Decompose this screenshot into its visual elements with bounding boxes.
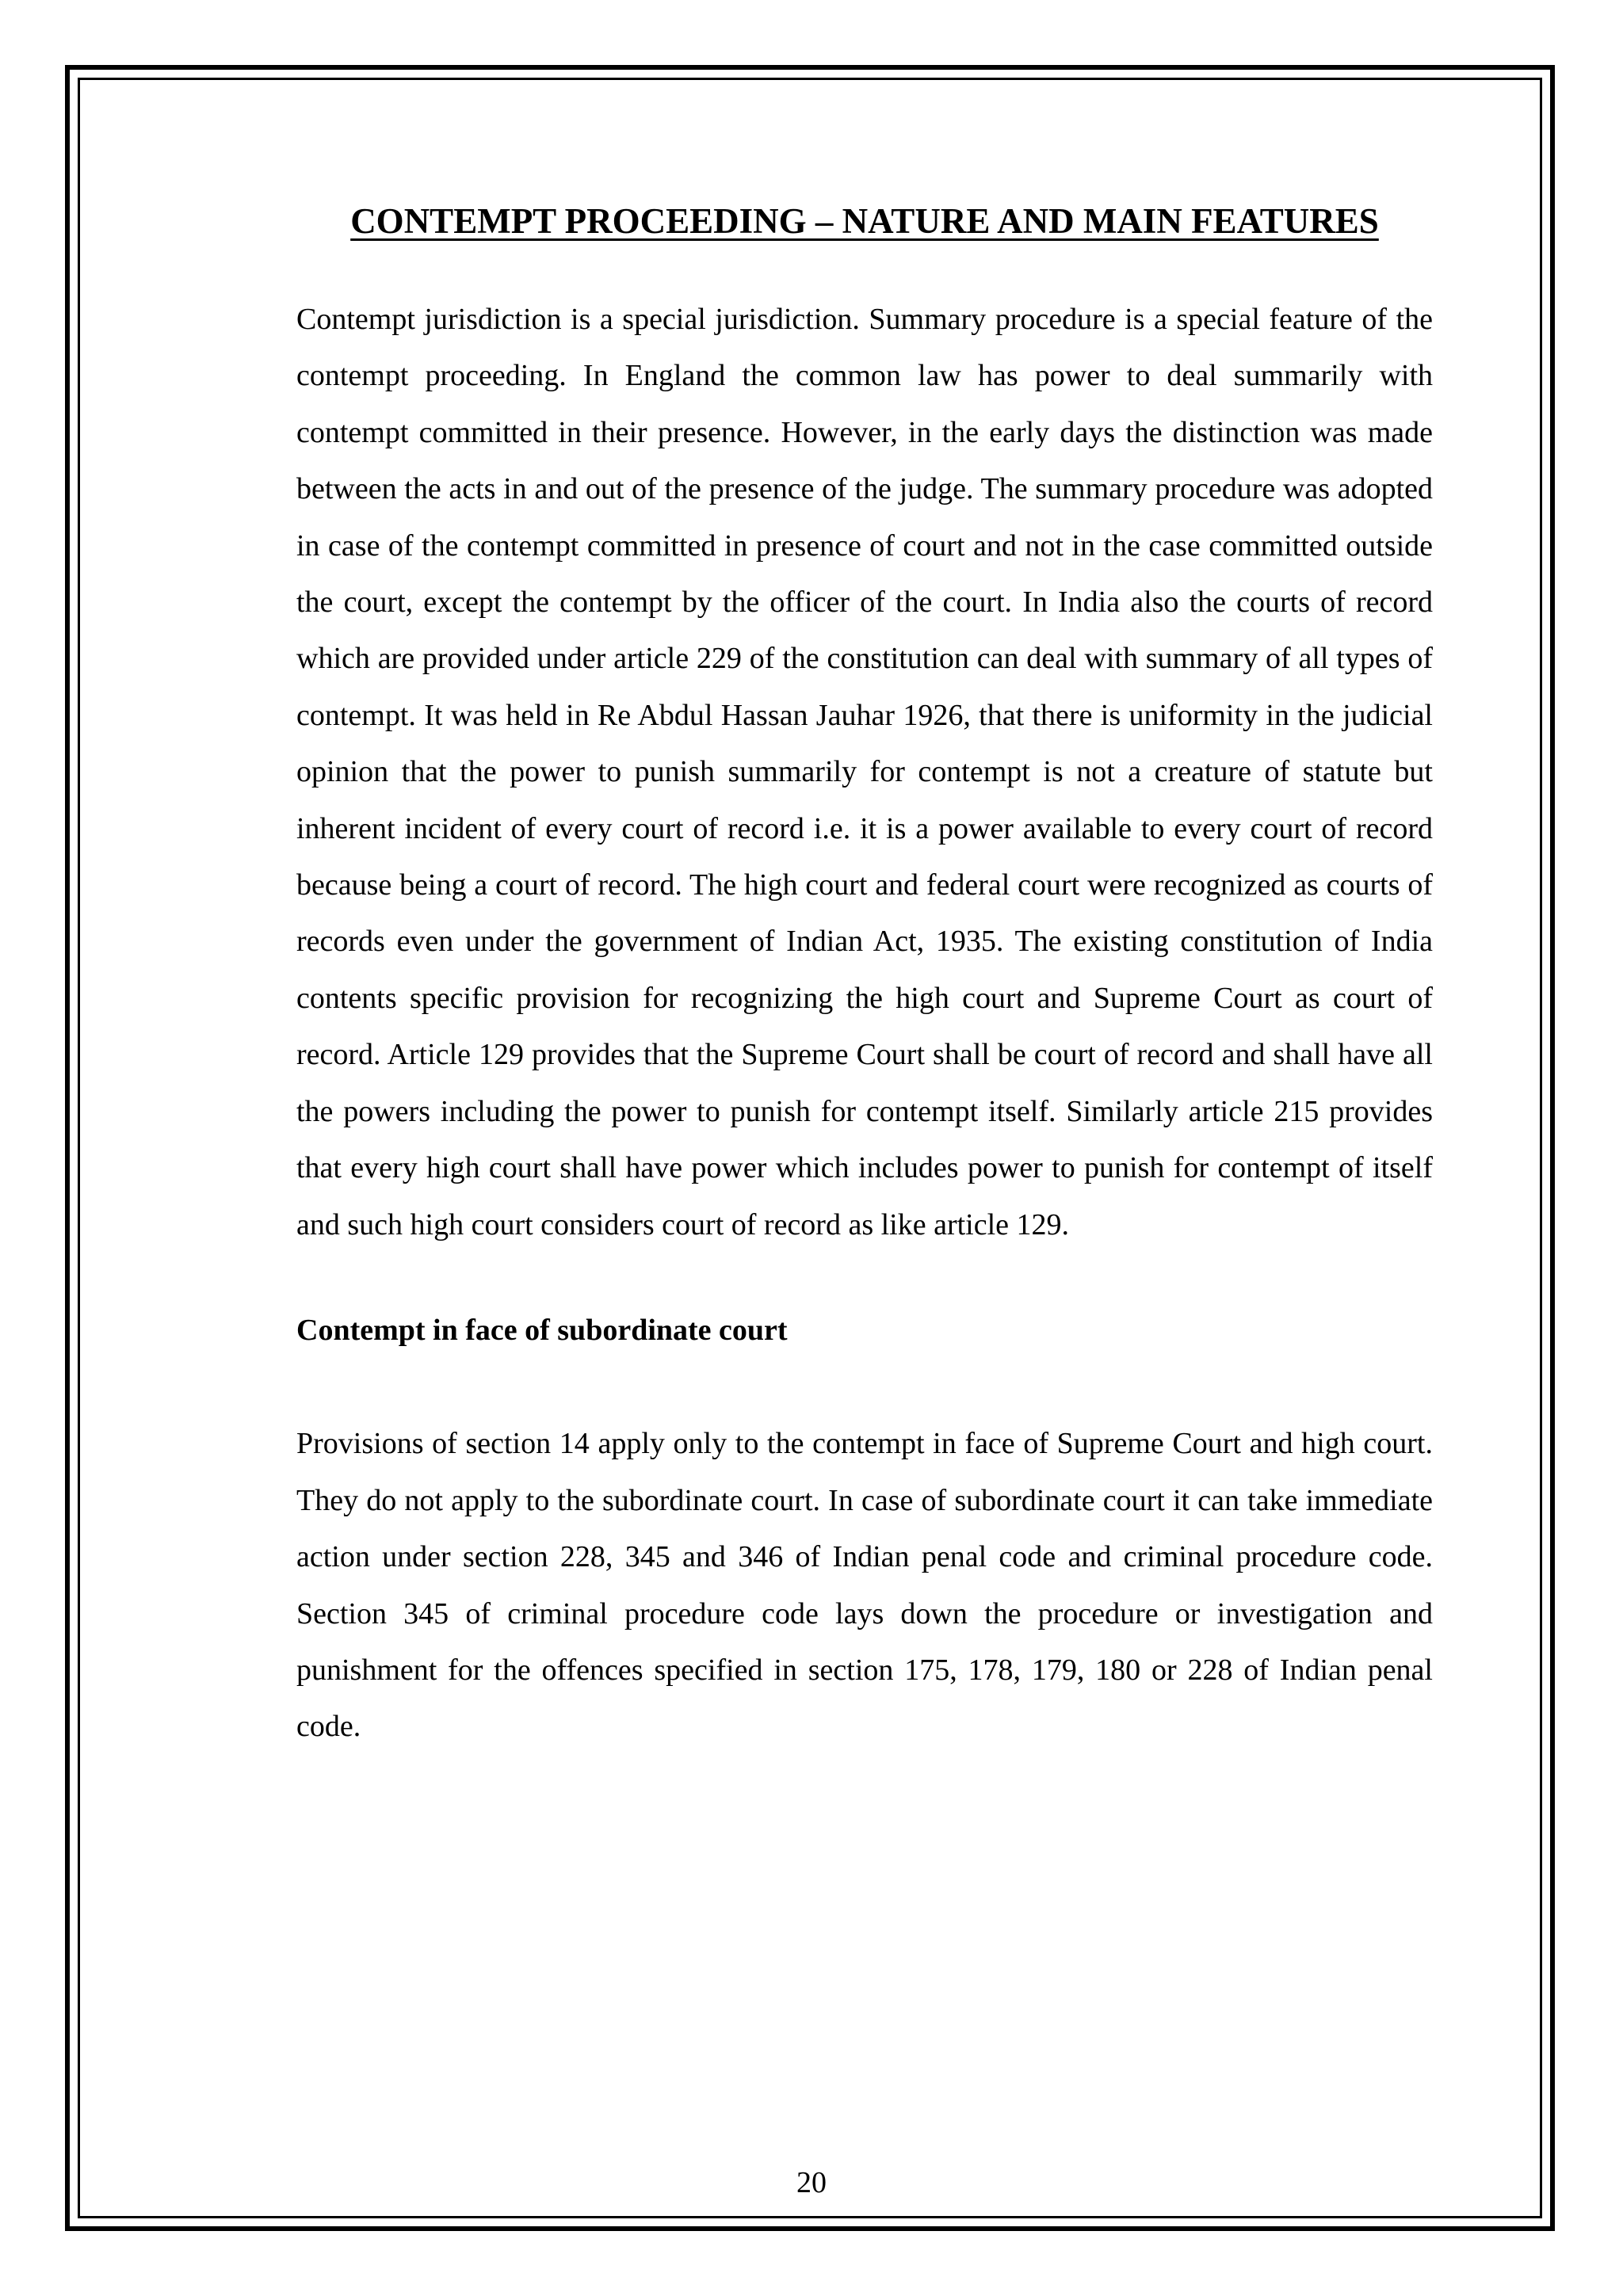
body-paragraph-2: Provisions of section 14 apply only to the contempt in face of Supreme Court and high court. They do not apply to the subordinate court. In case of subordinate court it can take immediate action under section 228, 345 and 346 of Indian penal code and criminal procedure code. Section 345 of criminal procedure code lays down the procedure or investigation and punishment for the offences specified in section 175, 178, 179, 180 or 228 of Indian penal code.: [296, 1427, 1433, 1744]
body-paragraph-1: Contempt jurisdiction is a special jurisdiction. Summary procedure is a special feature of the contempt proceeding. In England the common law has power to deal summarily with contempt committed in their presence. However, in the early days the distinction was made between the acts in and out of the presence of the judge. The summary procedure was adopted in case of the contempt committed in presence of court and not in the case committed outside the court, except the contempt by the officer of the court. In India also the courts of record which are provided under article 229 of the constitution can deal with summary of all types of contempt. It was held in Re Abdul Hassan Jauhar 1926, that there is uniformity in the judicial opinion that the power to punish summarily for contempt is not a creature of statute but inherent incident of every court of record i.e. it is a power available to every court of record because being a court of record. The high court and federal court were recognized as courts of records even under the government of Indian Act, 1935. The existing constitution of India contents specific provision for recognizing the high court and Supreme Court as court of record. Article 129 provides that the Supreme Court shall be court of record and shall have all the powers including the power to punish for contempt itself. Similarly article 215 provides that every high court shall have power which includes power to punish for contempt of itself and such high court considers court of record as like article 129.: [296, 303, 1433, 1241]
page-content: [296, 195, 1433, 1756]
page-number: 20: [796, 2166, 827, 2199]
page-title: CONTEMPT PROCEEDING – NATURE AND MAIN FEATURES: [350, 201, 1379, 241]
section-heading: Contempt in face of subordinate court: [296, 1313, 788, 1347]
